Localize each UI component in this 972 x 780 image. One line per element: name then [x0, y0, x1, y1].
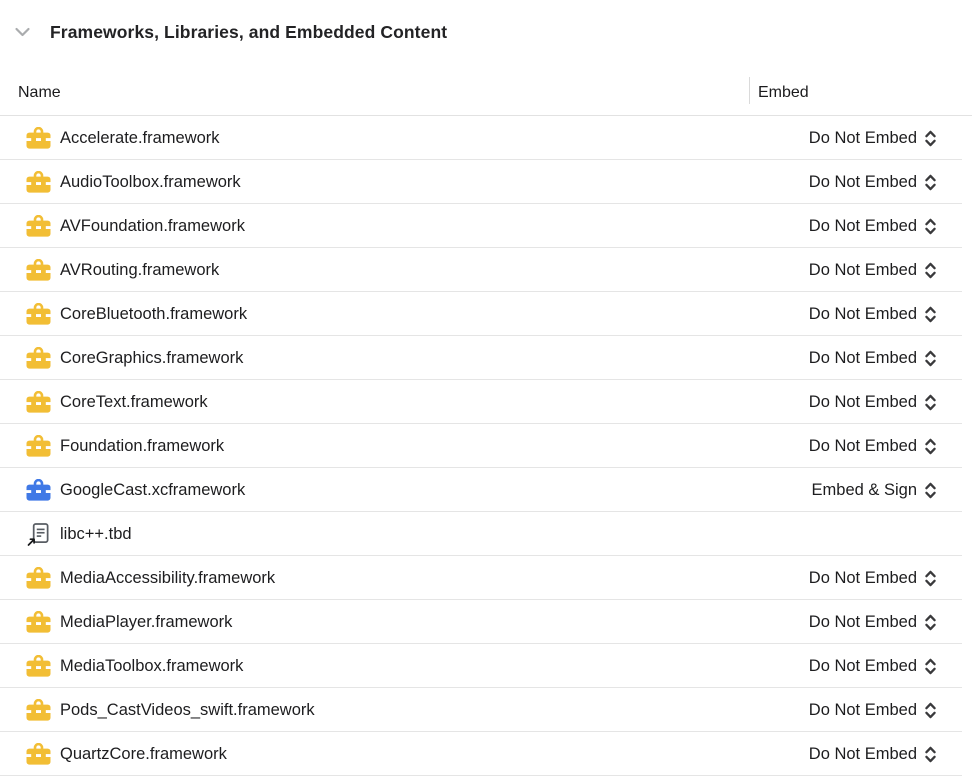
table-row[interactable] [0, 380, 972, 424]
embed-value: Do Not Embed [808, 304, 917, 323]
stepper-icon [924, 614, 937, 631]
framework-icon [26, 390, 51, 414]
framework-icon [26, 126, 51, 150]
table-row[interactable] [0, 204, 972, 248]
table-row[interactable] [0, 556, 972, 600]
framework-icon [26, 742, 51, 766]
stepper-icon [924, 350, 937, 367]
embed-value: Do Not Embed [808, 700, 917, 719]
table-row[interactable] [0, 292, 972, 336]
row-label: AudioToolbox.framework [60, 172, 241, 191]
embed-popup-button[interactable] [809, 261, 972, 280]
row-label: MediaPlayer.framework [60, 612, 233, 631]
framework-icon [26, 170, 51, 194]
table-row[interactable] [0, 644, 972, 688]
stepper-icon [924, 746, 937, 763]
stepper-icon [924, 262, 937, 279]
column-header-embed: Embed [758, 83, 809, 101]
framework-icon [26, 302, 51, 326]
row-label: AVRouting.framework [60, 260, 220, 279]
framework-icon [26, 434, 51, 458]
table-row[interactable] [0, 248, 972, 292]
embed-value: Do Not Embed [808, 128, 917, 147]
table-row[interactable] [0, 336, 972, 380]
embed-value: Do Not Embed [808, 612, 917, 631]
embed-popup-button[interactable] [809, 129, 972, 148]
embed-popup-button[interactable] [809, 437, 972, 456]
embed-popup-button[interactable] [812, 481, 972, 500]
framework-icon [26, 566, 51, 590]
embed-value: Do Not Embed [808, 392, 917, 411]
embed-value: Do Not Embed [808, 436, 917, 455]
stepper-icon [924, 218, 937, 235]
row-label: Foundation.framework [60, 436, 225, 455]
row-label: MediaToolbox.framework [60, 656, 244, 675]
table-row[interactable] [0, 116, 972, 160]
embed-popup-button[interactable] [809, 217, 972, 236]
section-title: Frameworks, Libraries, and Embedded Content [50, 21, 448, 42]
table-row[interactable] [0, 688, 972, 732]
embed-popup-button[interactable] [809, 613, 972, 632]
stepper-icon [924, 130, 937, 147]
embed-value: Do Not Embed [808, 348, 917, 367]
column-header-name: Name [18, 83, 61, 101]
embed-value: Do Not Embed [808, 656, 917, 675]
embed-popup-button[interactable] [809, 657, 972, 676]
column-divider [749, 77, 750, 104]
table-row[interactable] [0, 600, 972, 644]
framework-icon [26, 698, 51, 722]
table-row[interactable] [0, 160, 972, 204]
row-label: MediaAccessibility.framework [60, 568, 276, 587]
stepper-icon [924, 438, 937, 455]
table-row[interactable] [0, 468, 972, 512]
row-label: QuartzCore.framework [60, 744, 227, 763]
embed-popup-button[interactable] [809, 393, 972, 412]
row-label: libc++.tbd [60, 524, 132, 543]
row-label: CoreText.framework [60, 392, 208, 411]
row-label: CoreGraphics.framework [60, 348, 244, 367]
row-label: Accelerate.framework [60, 128, 220, 147]
stepper-icon [924, 306, 937, 323]
framework-icon [26, 654, 51, 678]
disclosure-chevron-icon[interactable] [14, 27, 31, 38]
framework-icon [26, 478, 51, 502]
row-label: GoogleCast.xcframework [60, 480, 246, 499]
stepper-icon [924, 394, 937, 411]
stepper-icon [924, 702, 937, 719]
embed-value: Do Not Embed [808, 744, 917, 763]
framework-icon [26, 610, 51, 634]
framework-icon [26, 214, 51, 238]
row-label: AVFoundation.framework [60, 216, 245, 235]
table-row[interactable] [0, 512, 972, 556]
section-title-bar [0, 0, 972, 48]
row-label: CoreBluetooth.framework [60, 304, 248, 323]
embed-value: Do Not Embed [808, 260, 917, 279]
embed-value: Do Not Embed [808, 172, 917, 191]
embed-value: Do Not Embed [808, 216, 917, 235]
table-header [0, 70, 972, 116]
library-alias-icon [26, 522, 51, 546]
embed-popup-button[interactable] [809, 305, 972, 324]
stepper-icon [924, 482, 937, 499]
embed-popup-button[interactable] [809, 569, 972, 588]
stepper-icon [924, 570, 937, 587]
embed-value: Embed & Sign [811, 480, 917, 499]
embed-popup-button[interactable] [809, 745, 972, 764]
embed-value: Do Not Embed [808, 568, 917, 587]
table-row[interactable] [0, 424, 972, 468]
framework-icon [26, 346, 51, 370]
rows [0, 116, 972, 776]
stepper-icon [924, 658, 937, 675]
row-label: Pods_CastVideos_swift.framework [60, 700, 315, 719]
table-row[interactable] [0, 732, 972, 776]
embed-popup-button[interactable] [809, 173, 972, 192]
stepper-icon [924, 174, 937, 191]
embed-popup-button[interactable] [809, 701, 972, 720]
embed-popup-button[interactable] [809, 349, 972, 368]
framework-icon [26, 258, 51, 282]
